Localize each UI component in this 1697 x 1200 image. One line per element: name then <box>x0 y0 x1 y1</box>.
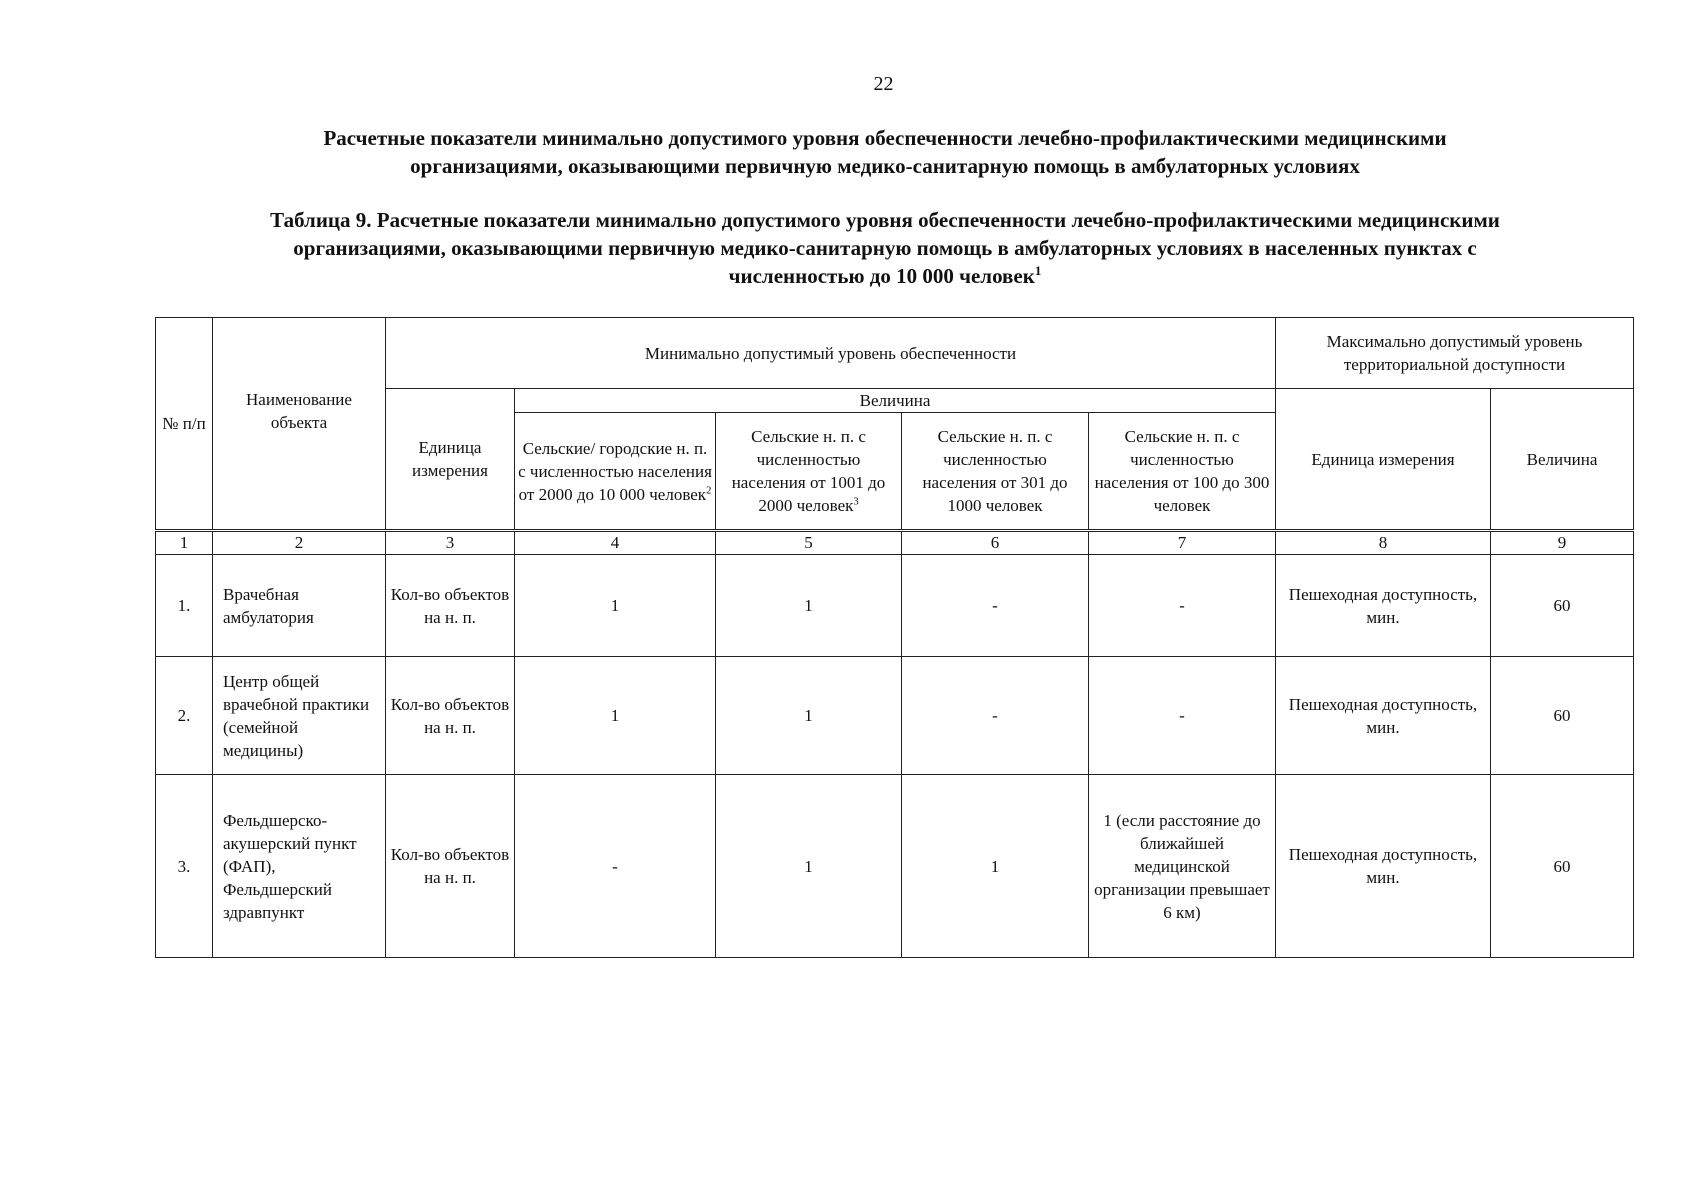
provision-table <box>155 317 1634 958</box>
row-unit: Кол-во объектов на н. п. <box>386 555 515 657</box>
table-caption-text: численностью до 10 000 человек <box>728 264 1035 288</box>
column-number: 4 <box>515 531 716 555</box>
header-col4-text: Сельские/ городские н. п. с численностью населения от 2000 до 10 000 человек <box>518 438 712 504</box>
page-number: 22 <box>873 73 894 95</box>
table-row <box>156 775 1634 958</box>
row-access-unit: Пешеходная доступность, мин. <box>1276 657 1491 775</box>
header-access-value: Величина <box>1491 389 1634 531</box>
section-heading-line: Расчетные показатели минимально допустимого уровня обеспеченности лечебно-профилактическими медицинскими <box>323 126 1447 150</box>
column-number: 5 <box>716 531 902 555</box>
table-row <box>156 555 1634 657</box>
column-number: 6 <box>902 531 1089 555</box>
section-heading <box>200 124 1570 180</box>
table-caption <box>160 206 1610 290</box>
section-heading-line: организациями, оказывающими первичную медико-санитарную помощь в амбулаторных условиях <box>410 154 1360 178</box>
header-col7: Сельские н. п. с численностью населения от 100 до 300 человек <box>1089 413 1276 531</box>
column-number: 7 <box>1089 531 1276 555</box>
row-value-col5: 1 <box>716 775 902 958</box>
row-name: Врачебная амбулатория <box>213 555 386 657</box>
table-caption-line <box>160 262 1610 290</box>
row-name: Центр общей врачебной практики (семейной медицины) <box>213 657 386 775</box>
row-value-col4: 1 <box>515 657 716 775</box>
table-caption-line: организациями, оказывающими первичную медико-санитарную помощь в амбулаторных условиях в населенных пунктах с <box>293 236 1477 260</box>
header-col5 <box>716 413 902 531</box>
header-col5-text: Сельские н. п. с численностью населения от 1001 до 2000 человек <box>731 427 886 515</box>
column-number: 1 <box>156 531 213 555</box>
row-value-col5: 1 <box>716 555 902 657</box>
header-max-access: Максимально допустимый уровень территориальной доступности <box>1276 318 1634 389</box>
header-min-level: Минимально допустимый уровень обеспеченности <box>386 318 1276 389</box>
column-number: 3 <box>386 531 515 555</box>
row-num: 2. <box>156 657 213 775</box>
footnote-marker: 1 <box>1034 263 1042 278</box>
row-name: Фельдшерско-акушерский пункт (ФАП), Фельдшерский здравпункт <box>213 775 386 958</box>
header-col4 <box>515 413 716 531</box>
header-access-unit: Единица измерения <box>1276 389 1491 531</box>
row-value-col6: - <box>902 657 1089 775</box>
header-col6: Сельские н. п. с численностью населения от 301 до 1000 человек <box>902 413 1089 531</box>
column-number: 2 <box>213 531 386 555</box>
row-value-col4: - <box>515 775 716 958</box>
row-access-value: 60 <box>1491 775 1634 958</box>
table-caption-line: Таблица 9. Расчетные показатели минимально допустимого уровня обеспеченности лечебно-профилактическими медицинскими <box>270 208 1500 232</box>
row-value-col5: 1 <box>716 657 902 775</box>
row-unit: Кол-во объектов на н. п. <box>386 775 515 958</box>
row-value-col6: 1 <box>902 775 1089 958</box>
column-number: 8 <box>1276 531 1491 555</box>
header-num: № п/п <box>156 318 213 531</box>
row-access-value: 60 <box>1491 555 1634 657</box>
header-name: Наименование объекта <box>213 318 386 531</box>
column-number: 9 <box>1491 531 1634 555</box>
table-row <box>156 657 1634 775</box>
row-access-unit: Пешеходная доступность, мин. <box>1276 775 1491 958</box>
footnote-marker: 2 <box>706 484 712 496</box>
column-number-row <box>156 531 1634 555</box>
row-value-col7: - <box>1089 555 1276 657</box>
row-access-value: 60 <box>1491 657 1634 775</box>
row-value-col4: 1 <box>515 555 716 657</box>
row-num: 1. <box>156 555 213 657</box>
row-unit: Кол-во объектов на н. п. <box>386 657 515 775</box>
footnote-marker: 3 <box>853 496 859 508</box>
row-num: 3. <box>156 775 213 958</box>
header-value-group: Величина <box>515 389 1276 413</box>
row-value-col6: - <box>902 555 1089 657</box>
row-value-col7: 1 (если расстояние до ближайшей медицинской организации превышает 6 км) <box>1089 775 1276 958</box>
row-value-col7: - <box>1089 657 1276 775</box>
header-unit: Единица измерения <box>386 389 515 531</box>
row-access-unit: Пешеходная доступность, мин. <box>1276 555 1491 657</box>
